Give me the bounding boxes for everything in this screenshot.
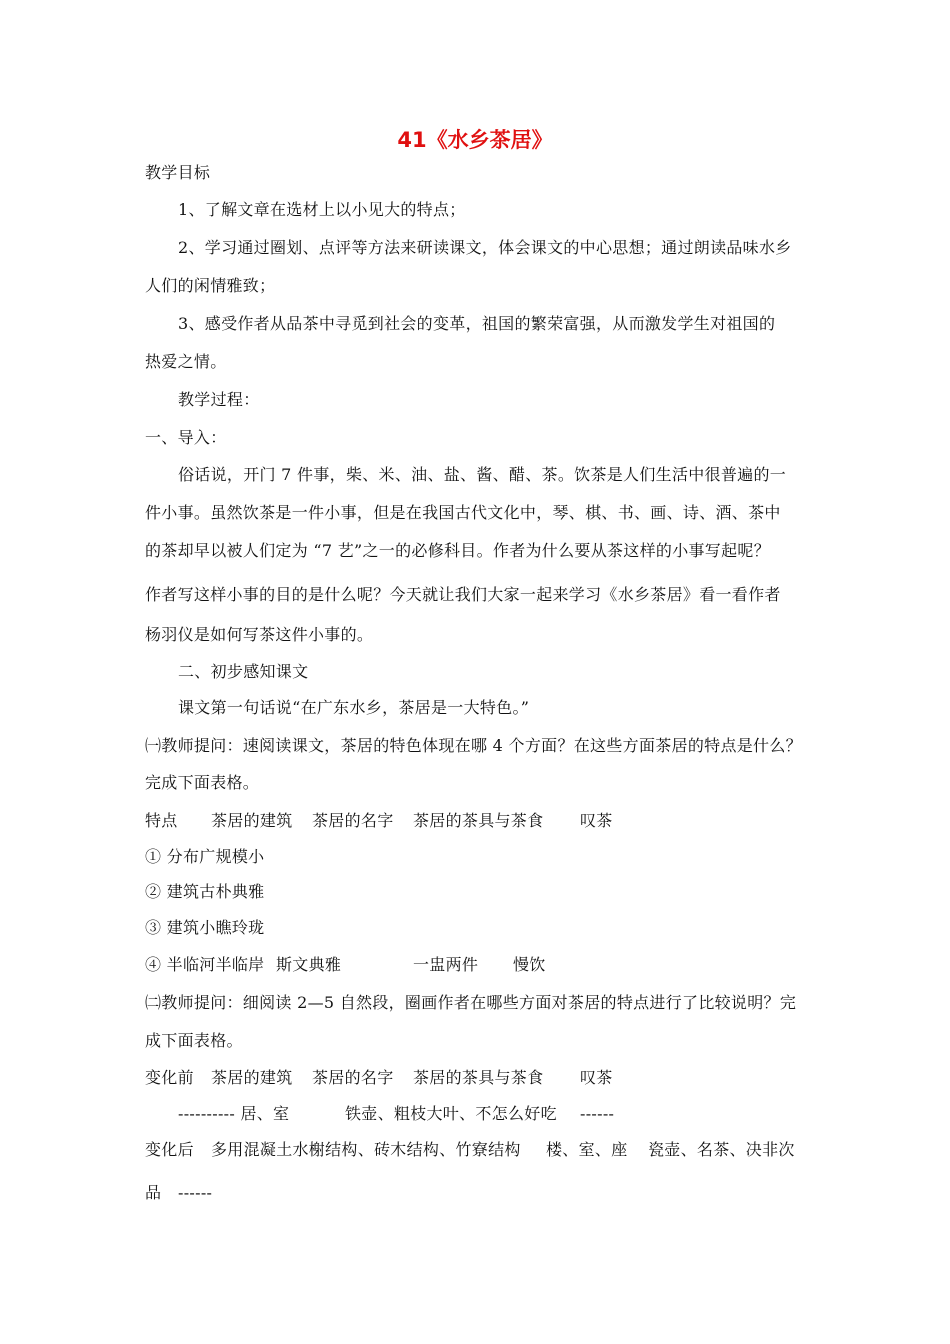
question-2-line-2: 成下面表格。 bbox=[145, 1031, 243, 1050]
table-2-cell: 变化后 bbox=[145, 1140, 194, 1159]
table-2-header-cell: 茶居的茶具与茶食 bbox=[413, 1068, 544, 1087]
section-2-heading: 二、初步感知课文 bbox=[178, 662, 309, 681]
table-1-header-cell: 茶居的建筑 bbox=[211, 811, 293, 830]
question-2-line-1: ㈡教师提问：细阅读 2—5 自然段，圈画作者在哪些方面对茶居的特点进行了比较说明？完 bbox=[145, 993, 797, 1012]
intro-line-4: 作者写这样小事的目的是什么呢？今天就让我们大家一起来学习《水乡茶居》看一看作者 bbox=[145, 585, 781, 604]
table-2-cell: 多用混凝土水榭结构、砖木结构、竹寮结构 bbox=[211, 1140, 521, 1159]
question-1-line-2: 完成下面表格。 bbox=[145, 773, 260, 792]
table-1-header-cell: 茶居的茶具与茶食 bbox=[413, 811, 544, 830]
table-2-header-cell: 茶居的建筑 bbox=[211, 1068, 293, 1087]
goal-2-line-1: 2、学习通过圈划、点评等方法来研读课文，体会课文的中心思想；通过朗读品味水乡 bbox=[178, 238, 792, 257]
table-1-row: ② 建筑古朴典雅 bbox=[145, 882, 265, 901]
table-2-header-cell: 叹茶 bbox=[580, 1068, 613, 1087]
table-2-header-cell: 变化前 bbox=[145, 1068, 194, 1087]
table-1-row: ③ 建筑小瞧玲珑 bbox=[145, 918, 265, 937]
process-heading: 教学过程： bbox=[178, 390, 260, 409]
table-2-cell: ------ bbox=[580, 1104, 615, 1123]
table-1-cell: 斯文典雅 bbox=[276, 955, 342, 974]
goal-3-line-1: 3、感受作者从品茶中寻觅到社会的变革，祖国的繁荣富强，从而激发学生对祖国的 bbox=[178, 314, 776, 333]
question-1-line-1: ㈠教师提问：速阅读课文，茶居的特色体现在哪 4 个方面？在这些方面茶居的特点是什么？ bbox=[145, 736, 802, 755]
table-2-header bbox=[0, 1068, 950, 1088]
first-sentence: 课文第一句话说“在广东水乡，茶居是一大特色。” bbox=[178, 698, 530, 717]
intro-line-5: 杨羽仪是如何写茶这件小事的。 bbox=[145, 625, 374, 644]
table-1-header bbox=[0, 811, 950, 831]
table-2-after-row-continued bbox=[0, 1183, 950, 1203]
goals-heading: 教学目标 bbox=[145, 163, 211, 182]
goal-3-line-2: 热爱之情。 bbox=[145, 352, 227, 371]
goal-1: 1、了解文章在选材上以小见大的特点； bbox=[178, 200, 466, 219]
table-1-cell: 一盅两件 bbox=[413, 955, 479, 974]
table-2-cell: 楼、室、座 bbox=[546, 1140, 628, 1159]
table-1-row: ① 分布广规模小 bbox=[145, 847, 265, 866]
intro-line-2: 件小事。虽然饮茶是一件小事，但是在我国古代文化中，琴、棋、书、画、诗、酒、茶中 bbox=[145, 503, 781, 522]
section-1-heading: 一、导入： bbox=[145, 428, 227, 447]
page-title: 41《水乡茶居》 bbox=[397, 128, 553, 152]
table-2-after-row bbox=[0, 1140, 950, 1160]
table-1-header-cell: 叹茶 bbox=[580, 811, 613, 830]
goal-2-line-2: 人们的闲情雅致； bbox=[145, 276, 276, 295]
table-2-cell: ---------- 居、室 bbox=[178, 1104, 290, 1123]
table-2-cell: ------ bbox=[178, 1183, 213, 1202]
table-1-cell: 慢饮 bbox=[513, 955, 546, 974]
table-1-header-cell: 特点 bbox=[145, 811, 178, 830]
table-2-cell: 品 bbox=[145, 1183, 162, 1202]
table-2-before-row bbox=[0, 1104, 950, 1124]
intro-line-1: 俗话说，开门 7 件事，柴、米、油、盐、酱、醋、茶。饮茶是人们生活中很普遍的一 bbox=[178, 465, 787, 484]
table-2-cell: 铁壶、粗枝大叶、不怎么好吃 bbox=[345, 1104, 557, 1123]
table-2-header-cell: 茶居的名字 bbox=[312, 1068, 394, 1087]
table-1-header-cell: 茶居的名字 bbox=[312, 811, 394, 830]
intro-line-3: 的茶却早以被人们定为 “7 艺”之一的必修科目。作者为什么要从茶这样的小事写起呢？ bbox=[145, 541, 771, 560]
table-1-cell: ④ 半临河半临岸 bbox=[145, 955, 265, 974]
table-1-row bbox=[0, 955, 950, 975]
table-2-cell: 瓷壶、名茶、决非次 bbox=[648, 1140, 795, 1159]
